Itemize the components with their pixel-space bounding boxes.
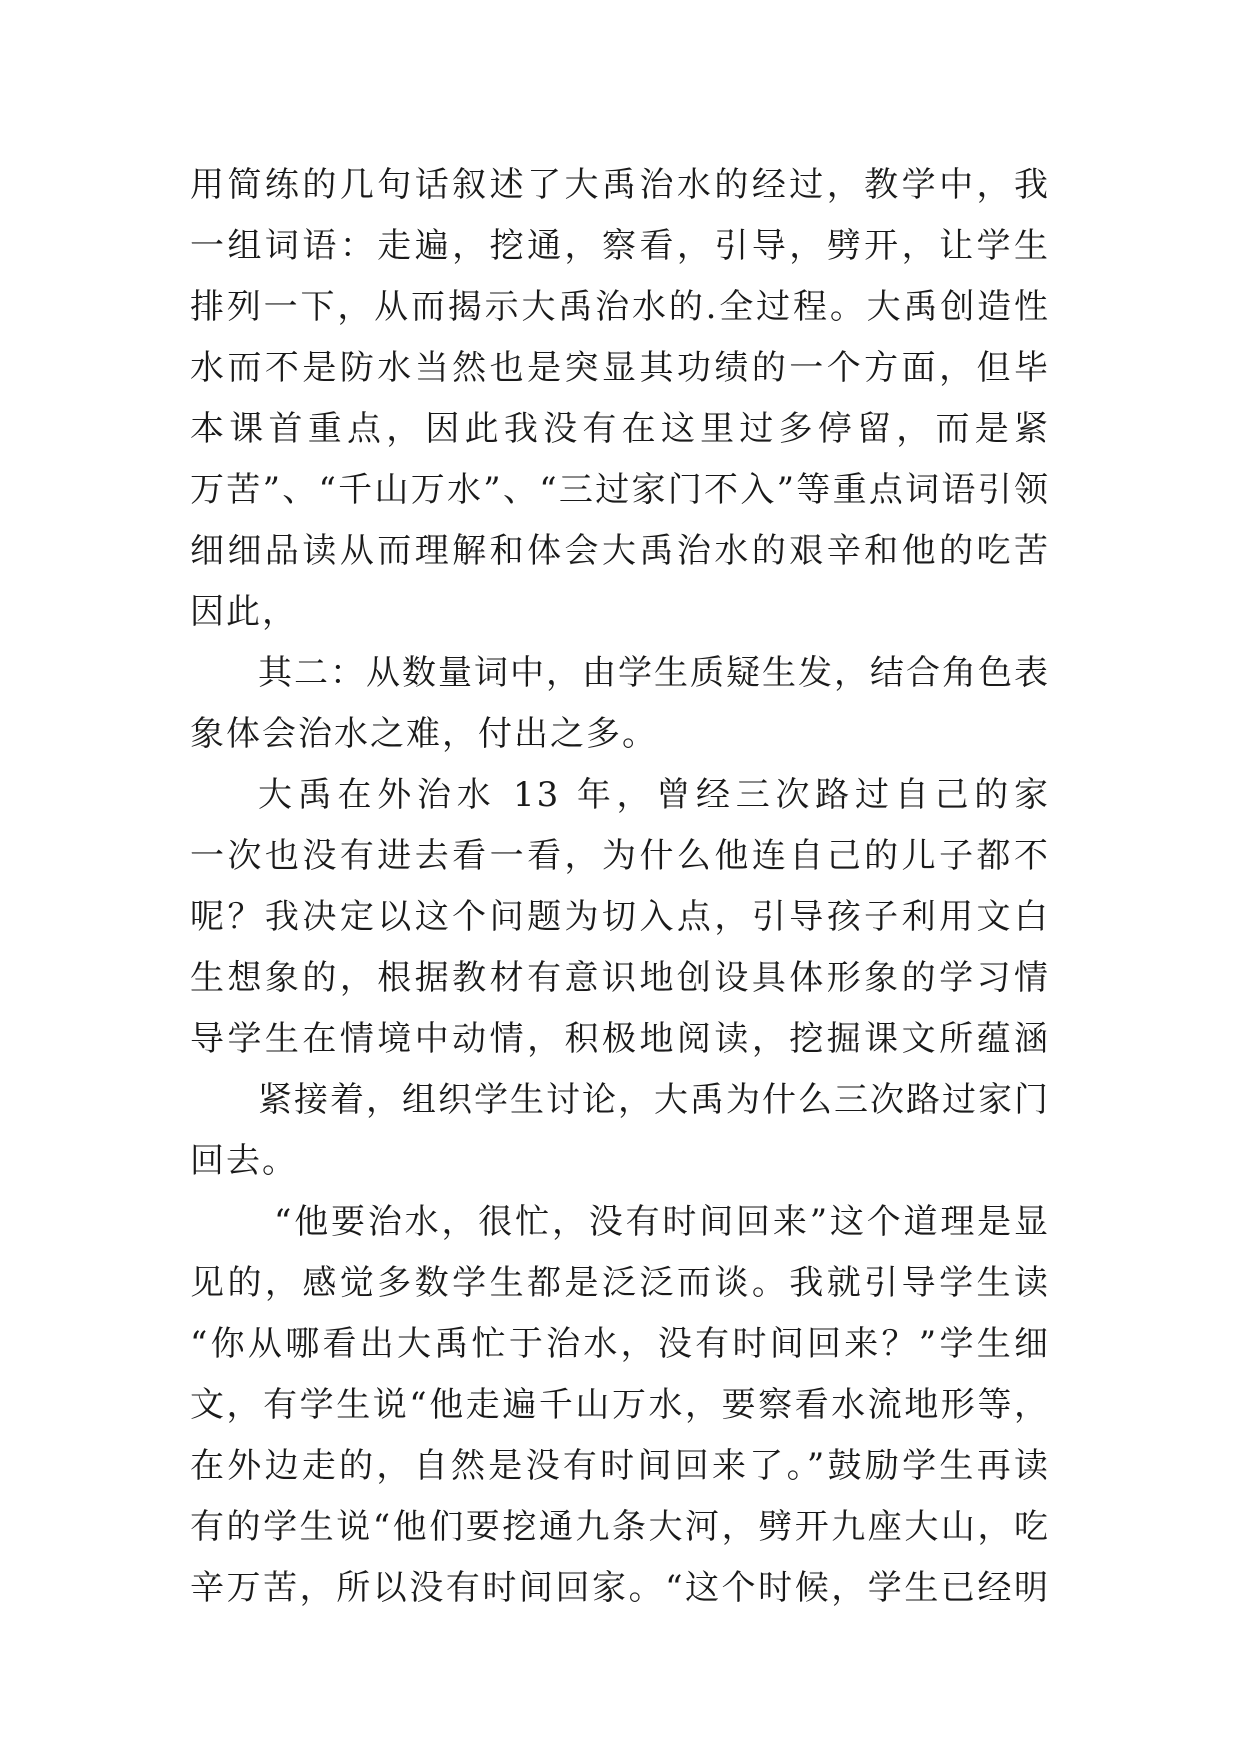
text-line: 紧接着，组织学生讨论，大禹为什么三次路过家门 <box>258 1080 1050 1120</box>
text-line: 呢？我决定以这个问题为切入点，引导孩子利用文白 <box>190 897 1050 937</box>
text-line: 用简练的几句话叙述了大禹治水的经过，教学中，我 <box>190 165 1050 205</box>
text-line: 有的学生说“他们要挖通九条大河，劈开九座大山，吃 <box>190 1507 1050 1547</box>
text-line: 在外边走的，自然是没有时间回来了。”鼓励学生再读 <box>190 1446 1050 1486</box>
text-line: 水而不是防水当然也是突显其功绩的一个方面，但毕 <box>190 348 1050 388</box>
text-line: 本课首重点，因此我没有在这里过多停留，而是紧 <box>190 409 1050 449</box>
text-line: 万苦”、“千山万水”、“三过家门不入”等重点词语引领 <box>190 470 1050 510</box>
text-line: “他要治水，很忙，没有时间回来”这个道理是显 <box>274 1202 1050 1242</box>
text-line: 象体会治水之难，付出之多。 <box>190 714 658 754</box>
text-line: 细细品读从而理解和体会大禹治水的艰辛和他的吃苦 <box>190 531 1050 571</box>
text-line: 因此， <box>190 592 298 632</box>
text-line: 生想象的，根据教材有意识地创设具体形象的学习情 <box>190 958 1050 998</box>
text-line: 导学生在情境中动情，积极地阅读，挖掘课文所蕴涵 <box>190 1019 1050 1059</box>
text-line: “你从哪看出大禹忙于治水，没有时间回来？”学生细 <box>190 1324 1050 1364</box>
text-line: 见的，感觉多数学生都是泛泛而谈。我就引导学生读 <box>190 1263 1050 1303</box>
text-line: 文，有学生说“他走遍千山万水，要察看水流地形等， <box>190 1385 1050 1425</box>
text-line: 其二：从数量词中，由学生质疑生发，结合角色表 <box>258 653 1050 693</box>
text-line: 回去。 <box>190 1141 298 1181</box>
document-body <box>190 155 1050 1619</box>
text-line: 一次也没有进去看一看，为什么他连自己的儿子都不 <box>190 836 1050 876</box>
text-line: 辛万苦，所以没有时间回家。“这个时候，学生已经明 <box>190 1568 1050 1608</box>
text-line: 一组词语：走遍，挖通，察看，引导，劈开，让学生 <box>190 226 1050 266</box>
text-line: 大禹在外治水 13 年，曾经三次路过自己的家 <box>258 775 1050 815</box>
text-line: 排列一下，从而揭示大禹治水的.全过程。大禹创造性 <box>190 287 1050 327</box>
